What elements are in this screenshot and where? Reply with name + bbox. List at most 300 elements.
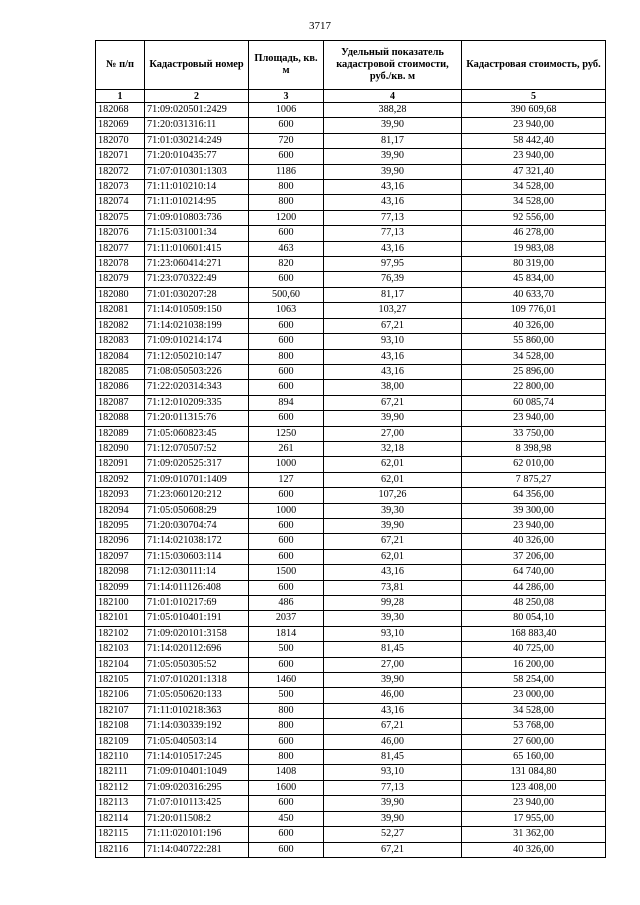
cadastral-value-cell: 48 250,08 (462, 596, 606, 611)
area-cell: 500 (249, 688, 324, 703)
unit-rate-cell: 39,90 (324, 673, 462, 688)
table-row (96, 657, 606, 672)
unit-rate-cell: 43,16 (324, 349, 462, 364)
row-number-cell: 182116 (96, 842, 145, 857)
unit-rate-cell: 43,16 (324, 195, 462, 210)
table-row (96, 719, 606, 734)
cadastral-number-cell: 71:09:020525:317 (145, 457, 249, 472)
cadastral-value-cell: 40 725,00 (462, 642, 606, 657)
cadastral-value-cell: 46 278,00 (462, 226, 606, 241)
row-number-cell: 182075 (96, 210, 145, 225)
area-cell: 1000 (249, 503, 324, 518)
cadastral-value-cell: 44 286,00 (462, 580, 606, 595)
unit-rate-cell: 67,21 (324, 719, 462, 734)
table-row (96, 180, 606, 195)
table-row (96, 118, 606, 133)
unit-rate-cell: 76,39 (324, 272, 462, 287)
column-number-row (96, 90, 606, 103)
row-number-cell: 182078 (96, 257, 145, 272)
cadastral-value-cell: 34 528,00 (462, 349, 606, 364)
table-row (96, 488, 606, 503)
area-cell: 800 (249, 703, 324, 718)
unit-rate-cell: 62,01 (324, 549, 462, 564)
row-number-cell: 182090 (96, 441, 145, 456)
unit-rate-cell: 27,00 (324, 657, 462, 672)
row-number-cell: 182096 (96, 534, 145, 549)
cadastral-number-cell: 71:05:050608:29 (145, 503, 249, 518)
cadastral-number-cell: 71:14:030339:192 (145, 719, 249, 734)
cadastral-value-cell: 64 740,00 (462, 565, 606, 580)
cadastral-value-cell: 17 955,00 (462, 811, 606, 826)
table-row (96, 457, 606, 472)
unit-rate-cell: 43,16 (324, 364, 462, 379)
area-cell: 600 (249, 334, 324, 349)
cadastral-number-cell: 71:09:010701:1409 (145, 472, 249, 487)
row-number-cell: 182072 (96, 164, 145, 179)
area-cell: 600 (249, 411, 324, 426)
unit-rate-cell: 39,90 (324, 149, 462, 164)
unit-rate-cell: 93,10 (324, 334, 462, 349)
cadastral-number-cell: 71:20:030704:74 (145, 518, 249, 533)
row-number-cell: 182104 (96, 657, 145, 672)
unit-rate-cell: 81,45 (324, 750, 462, 765)
cadastral-value-table (95, 40, 606, 858)
row-number-cell: 182081 (96, 303, 145, 318)
area-cell: 1063 (249, 303, 324, 318)
table-row (96, 303, 606, 318)
row-number-cell: 182088 (96, 411, 145, 426)
row-number-cell: 182074 (96, 195, 145, 210)
cadastral-value-cell: 34 528,00 (462, 703, 606, 718)
area-cell: 800 (249, 180, 324, 195)
cadastral-value-cell: 34 528,00 (462, 195, 606, 210)
row-number-cell: 182093 (96, 488, 145, 503)
area-cell: 450 (249, 811, 324, 826)
unit-rate-cell: 107,26 (324, 488, 462, 503)
row-number-cell: 182095 (96, 518, 145, 533)
cadastral-number-cell: 71:01:030207:28 (145, 287, 249, 302)
cadastral-number-cell: 71:05:010401:191 (145, 611, 249, 626)
cadastral-value-cell: 80 054,10 (462, 611, 606, 626)
cadastral-value-cell: 168 883,40 (462, 626, 606, 641)
cadastral-value-cell: 23 940,00 (462, 518, 606, 533)
area-cell: 600 (249, 380, 324, 395)
cadastral-number-cell: 71:11:020101:196 (145, 827, 249, 842)
cadastral-value-cell: 62 010,00 (462, 457, 606, 472)
unit-rate-cell: 67,21 (324, 395, 462, 410)
cadastral-number-cell: 71:01:030214:249 (145, 133, 249, 148)
cadastral-value-cell: 40 326,00 (462, 318, 606, 333)
area-cell: 600 (249, 827, 324, 842)
table-row (96, 565, 606, 580)
unit-rate-cell: 77,13 (324, 780, 462, 795)
cadastral-value-cell: 47 321,40 (462, 164, 606, 179)
cadastral-number-cell: 71:07:010113:425 (145, 796, 249, 811)
unit-rate-cell: 93,10 (324, 765, 462, 780)
cadastral-value-cell: 23 940,00 (462, 796, 606, 811)
column-header-area: Площадь, кв. м (249, 41, 324, 90)
row-number-cell: 182099 (96, 580, 145, 595)
cadastral-number-cell: 71:05:060823:45 (145, 426, 249, 441)
table-row (96, 426, 606, 441)
cadastral-number-cell: 71:14:021038:199 (145, 318, 249, 333)
unit-rate-cell: 81,17 (324, 287, 462, 302)
area-cell: 1408 (249, 765, 324, 780)
cadastral-value-cell: 37 206,00 (462, 549, 606, 564)
row-number-cell: 182085 (96, 364, 145, 379)
area-cell: 600 (249, 657, 324, 672)
area-cell: 600 (249, 272, 324, 287)
table-row (96, 441, 606, 456)
cadastral-number-cell: 71:11:010601:415 (145, 241, 249, 256)
unit-rate-cell: 39,90 (324, 518, 462, 533)
cadastral-value-cell: 31 362,00 (462, 827, 606, 842)
cadastral-value-cell: 8 398,98 (462, 441, 606, 456)
cadastral-number-cell: 71:05:040503:14 (145, 734, 249, 749)
row-number-cell: 182070 (96, 133, 145, 148)
area-cell: 600 (249, 842, 324, 857)
row-number-cell: 182091 (96, 457, 145, 472)
cadastral-number-cell: 71:20:011315:76 (145, 411, 249, 426)
cadastral-value-cell: 23 940,00 (462, 411, 606, 426)
area-cell: 261 (249, 441, 324, 456)
row-number-cell: 182113 (96, 796, 145, 811)
column-number: 3 (249, 90, 324, 103)
area-cell: 1186 (249, 164, 324, 179)
table-row (96, 103, 606, 118)
row-number-cell: 182087 (96, 395, 145, 410)
cadastral-value-cell: 80 319,00 (462, 257, 606, 272)
cadastral-number-cell: 71:07:010301:1303 (145, 164, 249, 179)
unit-rate-cell: 81,17 (324, 133, 462, 148)
table-row (96, 210, 606, 225)
area-cell: 1250 (249, 426, 324, 441)
unit-rate-cell: 62,01 (324, 472, 462, 487)
table-row (96, 673, 606, 688)
cadastral-value-cell: 23 000,00 (462, 688, 606, 703)
table-row (96, 195, 606, 210)
unit-rate-cell: 67,21 (324, 842, 462, 857)
row-number-cell: 182077 (96, 241, 145, 256)
area-cell: 486 (249, 596, 324, 611)
row-number-cell: 182112 (96, 780, 145, 795)
area-cell: 1460 (249, 673, 324, 688)
table-row (96, 534, 606, 549)
table-row (96, 642, 606, 657)
area-cell: 800 (249, 750, 324, 765)
cadastral-value-cell: 65 160,00 (462, 750, 606, 765)
table-row (96, 334, 606, 349)
area-cell: 1000 (249, 457, 324, 472)
page-number: 3717 (309, 20, 331, 32)
table-row (96, 626, 606, 641)
row-number-cell: 182071 (96, 149, 145, 164)
area-cell: 600 (249, 549, 324, 564)
row-number-cell: 182079 (96, 272, 145, 287)
table-row (96, 611, 606, 626)
cadastral-value-cell: 19 983,08 (462, 241, 606, 256)
table-row (96, 827, 606, 842)
cadastral-value-cell: 53 768,00 (462, 719, 606, 734)
table-row (96, 149, 606, 164)
cadastral-value-cell: 23 940,00 (462, 149, 606, 164)
table-row (96, 734, 606, 749)
table-row (96, 765, 606, 780)
table-row (96, 472, 606, 487)
cadastral-number-cell: 71:12:070507:52 (145, 441, 249, 456)
table-row (96, 226, 606, 241)
unit-rate-cell: 73,81 (324, 580, 462, 595)
cadastral-value-cell: 34 528,00 (462, 180, 606, 195)
unit-rate-cell: 43,16 (324, 565, 462, 580)
column-number: 2 (145, 90, 249, 103)
cadastral-value-cell: 64 356,00 (462, 488, 606, 503)
cadastral-value-cell: 123 408,00 (462, 780, 606, 795)
cadastral-number-cell: 71:09:020501:2429 (145, 103, 249, 118)
area-cell: 820 (249, 257, 324, 272)
cadastral-number-cell: 71:07:010201:1318 (145, 673, 249, 688)
row-number-cell: 182073 (96, 180, 145, 195)
cadastral-number-cell: 71:09:020316:295 (145, 780, 249, 795)
cadastral-number-cell: 71:09:010401:1049 (145, 765, 249, 780)
unit-rate-cell: 39,30 (324, 611, 462, 626)
cadastral-number-cell: 71:14:010509:150 (145, 303, 249, 318)
cadastral-value-cell: 109 776,01 (462, 303, 606, 318)
table-row (96, 133, 606, 148)
cadastral-value-cell: 27 600,00 (462, 734, 606, 749)
unit-rate-cell: 77,13 (324, 226, 462, 241)
row-number-cell: 182114 (96, 811, 145, 826)
cadastral-number-cell: 71:20:031316:11 (145, 118, 249, 133)
cadastral-value-cell: 7 875,27 (462, 472, 606, 487)
column-number: 4 (324, 90, 462, 103)
unit-rate-cell: 62,01 (324, 457, 462, 472)
table-row (96, 241, 606, 256)
unit-rate-cell: 43,16 (324, 180, 462, 195)
unit-rate-cell: 388,28 (324, 103, 462, 118)
unit-rate-cell: 46,00 (324, 734, 462, 749)
row-number-cell: 182108 (96, 719, 145, 734)
column-number: 1 (96, 90, 145, 103)
cadastral-value-cell: 45 834,00 (462, 272, 606, 287)
cadastral-number-cell: 71:14:011126:408 (145, 580, 249, 595)
cadastral-number-cell: 71:23:060120:212 (145, 488, 249, 503)
table-header-row (96, 41, 606, 90)
cadastral-value-cell: 40 326,00 (462, 842, 606, 857)
cadastral-number-cell: 71:15:031001:34 (145, 226, 249, 241)
cadastral-number-cell: 71:09:010214:174 (145, 334, 249, 349)
unit-rate-cell: 39,90 (324, 796, 462, 811)
area-cell: 600 (249, 518, 324, 533)
column-header-cadastral-value: Кадастровая стоимость, руб. (462, 41, 606, 90)
cadastral-value-cell: 131 084,80 (462, 765, 606, 780)
cadastral-value-cell: 40 326,00 (462, 534, 606, 549)
cadastral-value-cell: 23 940,00 (462, 118, 606, 133)
row-number-cell: 182102 (96, 626, 145, 641)
column-header-unit-rate: Удельный показатель кадастровой стоимости, руб./кв. м (324, 41, 462, 90)
area-cell: 463 (249, 241, 324, 256)
table-row (96, 580, 606, 595)
row-number-cell: 182069 (96, 118, 145, 133)
row-number-cell: 182092 (96, 472, 145, 487)
area-cell: 1200 (249, 210, 324, 225)
unit-rate-cell: 39,90 (324, 118, 462, 133)
cadastral-number-cell: 71:14:020112:696 (145, 642, 249, 657)
table-row (96, 518, 606, 533)
cadastral-number-cell: 71:22:020314:343 (145, 380, 249, 395)
row-number-cell: 182105 (96, 673, 145, 688)
table-row (96, 549, 606, 564)
table-row (96, 164, 606, 179)
cadastral-number-cell: 71:11:010218:363 (145, 703, 249, 718)
cadastral-value-cell: 16 200,00 (462, 657, 606, 672)
unit-rate-cell: 43,16 (324, 703, 462, 718)
row-number-cell: 182080 (96, 287, 145, 302)
row-number-cell: 182109 (96, 734, 145, 749)
row-number-cell: 182084 (96, 349, 145, 364)
table-body (96, 103, 606, 858)
area-cell: 1600 (249, 780, 324, 795)
unit-rate-cell: 38,00 (324, 380, 462, 395)
cadastral-number-cell: 71:15:030603:114 (145, 549, 249, 564)
table-row (96, 780, 606, 795)
area-cell: 800 (249, 195, 324, 210)
cadastral-value-cell: 25 896,00 (462, 364, 606, 379)
area-cell: 500,60 (249, 287, 324, 302)
area-cell: 600 (249, 226, 324, 241)
row-number-cell: 182068 (96, 103, 145, 118)
area-cell: 720 (249, 133, 324, 148)
table-row (96, 395, 606, 410)
area-cell: 1500 (249, 565, 324, 580)
area-cell: 800 (249, 719, 324, 734)
cadastral-number-cell: 71:20:010435:77 (145, 149, 249, 164)
area-cell: 600 (249, 580, 324, 595)
cadastral-number-cell: 71:14:021038:172 (145, 534, 249, 549)
table-row (96, 272, 606, 287)
table-row (96, 596, 606, 611)
cadastral-number-cell: 71:09:010803:736 (145, 210, 249, 225)
unit-rate-cell: 77,13 (324, 210, 462, 225)
cadastral-number-cell: 71:14:010517:245 (145, 750, 249, 765)
cadastral-number-cell: 71:20:011508:2 (145, 811, 249, 826)
cadastral-number-cell: 71:23:060414:271 (145, 257, 249, 272)
row-number-cell: 182076 (96, 226, 145, 241)
column-header-cadastral-number: Кадастровый номер (145, 41, 249, 90)
row-number-cell: 182115 (96, 827, 145, 842)
area-cell: 600 (249, 534, 324, 549)
cadastral-number-cell: 71:05:050620:133 (145, 688, 249, 703)
area-cell: 600 (249, 118, 324, 133)
area-cell: 600 (249, 318, 324, 333)
table-row (96, 503, 606, 518)
row-number-cell: 182107 (96, 703, 145, 718)
unit-rate-cell: 39,90 (324, 811, 462, 826)
cadastral-value-cell: 92 556,00 (462, 210, 606, 225)
cadastral-number-cell: 71:11:010214:95 (145, 195, 249, 210)
unit-rate-cell: 52,27 (324, 827, 462, 842)
unit-rate-cell: 46,00 (324, 688, 462, 703)
unit-rate-cell: 93,10 (324, 626, 462, 641)
table-row (96, 411, 606, 426)
cadastral-number-cell: 71:12:010209:335 (145, 395, 249, 410)
table-row (96, 750, 606, 765)
unit-rate-cell: 67,21 (324, 534, 462, 549)
unit-rate-cell: 103,27 (324, 303, 462, 318)
cadastral-value-cell: 33 750,00 (462, 426, 606, 441)
cadastral-value-cell: 390 609,68 (462, 103, 606, 118)
area-cell: 894 (249, 395, 324, 410)
unit-rate-cell: 99,28 (324, 596, 462, 611)
cadastral-number-cell: 71:23:070322:49 (145, 272, 249, 287)
column-number: 5 (462, 90, 606, 103)
table-row (96, 703, 606, 718)
unit-rate-cell: 27,00 (324, 426, 462, 441)
table-row (96, 688, 606, 703)
row-number-cell: 182111 (96, 765, 145, 780)
row-number-cell: 182100 (96, 596, 145, 611)
unit-rate-cell: 32,18 (324, 441, 462, 456)
table-row (96, 287, 606, 302)
unit-rate-cell: 97,95 (324, 257, 462, 272)
cadastral-number-cell: 71:12:030111:14 (145, 565, 249, 580)
unit-rate-cell: 67,21 (324, 318, 462, 333)
row-number-cell: 182106 (96, 688, 145, 703)
cadastral-value-cell: 55 860,00 (462, 334, 606, 349)
unit-rate-cell: 39,30 (324, 503, 462, 518)
area-cell: 600 (249, 796, 324, 811)
row-number-cell: 182086 (96, 380, 145, 395)
row-number-cell: 182083 (96, 334, 145, 349)
table-row (96, 811, 606, 826)
row-number-cell: 182089 (96, 426, 145, 441)
table-row (96, 318, 606, 333)
column-header-number: № п/п (96, 41, 145, 90)
row-number-cell: 182098 (96, 565, 145, 580)
table-row (96, 842, 606, 857)
cadastral-value-cell: 40 633,70 (462, 287, 606, 302)
cadastral-number-cell: 71:08:050503:226 (145, 364, 249, 379)
cadastral-value-cell: 22 800,00 (462, 380, 606, 395)
unit-rate-cell: 39,90 (324, 411, 462, 426)
unit-rate-cell: 43,16 (324, 241, 462, 256)
cadastral-number-cell: 71:11:010210:14 (145, 180, 249, 195)
area-cell: 500 (249, 642, 324, 657)
unit-rate-cell: 81,45 (324, 642, 462, 657)
cadastral-number-cell: 71:12:050210:147 (145, 349, 249, 364)
row-number-cell: 182097 (96, 549, 145, 564)
unit-rate-cell: 39,90 (324, 164, 462, 179)
cadastral-value-cell: 60 085,74 (462, 395, 606, 410)
row-number-cell: 182082 (96, 318, 145, 333)
area-cell: 1006 (249, 103, 324, 118)
area-cell: 1814 (249, 626, 324, 641)
area-cell: 600 (249, 149, 324, 164)
table-row (96, 364, 606, 379)
area-cell: 600 (249, 364, 324, 379)
cadastral-number-cell: 71:09:020101:3158 (145, 626, 249, 641)
area-cell: 600 (249, 488, 324, 503)
table-row (96, 796, 606, 811)
area-cell: 127 (249, 472, 324, 487)
row-number-cell: 182103 (96, 642, 145, 657)
table-row (96, 257, 606, 272)
area-cell: 600 (249, 734, 324, 749)
cadastral-number-cell: 71:14:040722:281 (145, 842, 249, 857)
cadastral-number-cell: 71:01:010217:69 (145, 596, 249, 611)
row-number-cell: 182094 (96, 503, 145, 518)
cadastral-value-cell: 58 442,40 (462, 133, 606, 148)
